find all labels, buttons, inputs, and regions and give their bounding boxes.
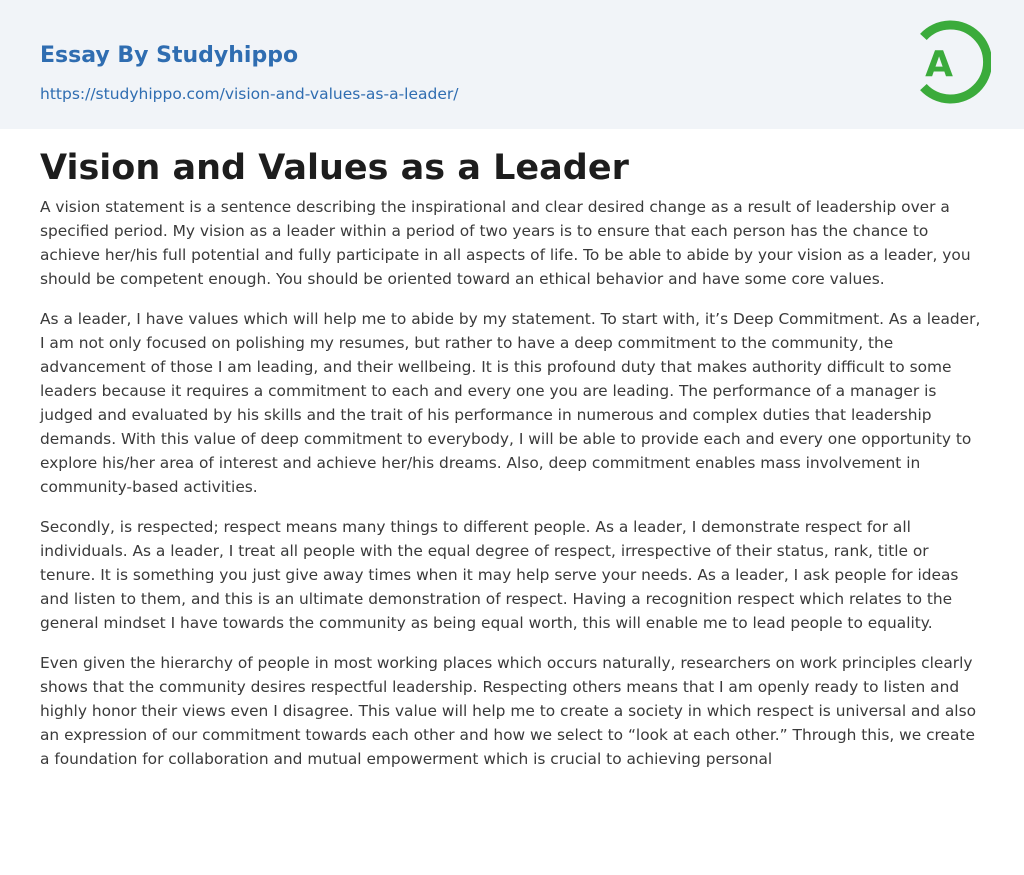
article-title: Vision and Values as a Leader	[40, 148, 629, 188]
logo-letter: A	[925, 44, 953, 85]
source-url-link[interactable]: https://studyhippo.com/vision-and-values-as-a-leader/	[40, 85, 459, 103]
studyhippo-logo-icon	[907, 14, 991, 110]
site-header	[0, 0, 1024, 129]
paragraph: Even given the hierarchy of people in most working places which occurs naturally, researchers on work principles clearly shows that the community desires respectful leadership. Respecting others means that I am openly ready to listen and highly honor their views even I disagree. This value will help me to create a society in which respect is universal and also an expression of our commitment towards each other and how we select to “look at each other.” Through this, we create a foundation for collaboration and mutual empowerment which is crucial to achieving personal	[40, 654, 977, 768]
paragraph: A vision statement is a sentence describing the inspirational and clear desired change as a result of leadership over a specified period. My vision as a leader within a period of two years is to ensure that each person has the chance to achieve her/his full potential and fully participate in all aspects of life. To be able to abide by your vision as a leader, you should be competent enough. You should be oriented toward an ethical behavior and have some core values.	[40, 198, 971, 288]
paragraph: Secondly, is respected; respect means many things to different people. As a leader, I demonstrate respect for all individuals. As a leader, I treat all people with the equal degree of respect, irrespective of their status, rank, title or tenure. It is something you just give away times when it may help serve your needs. As a leader, I ask people for ideas and listen to them, and this is an ultimate demonstration of respect. Having a recognition respect which relates to the general mindset I have towards the community as being equal worth, this will enable me to lead people to equality.	[40, 518, 959, 632]
paragraph: As a leader, I have values which will help me to abide by my statement. To start with, it’s Deep Commitment. As a leader, I am not only focused on polishing my resumes, but rather to have a deep commitment to the community, the advancement of those I am leading, and their wellbeing. It is this profound duty that makes authority difficult to some leaders because it requires a commitment to each and every one you are leading. The performance of a manager is judged and evaluated by his skills and the trait of his performance in numerous and complex duties that leadership demands. With this value of deep commitment to everybody, I will be able to provide each and every one opportunity to explore his/her area of interest and achieve her/his dreams. Also, deep commitment enables mass involvement in community-based activities.	[40, 310, 981, 496]
article-body	[40, 195, 984, 787]
brand-title: Essay By Studyhippo	[40, 43, 299, 68]
logo-graphic	[907, 14, 991, 110]
